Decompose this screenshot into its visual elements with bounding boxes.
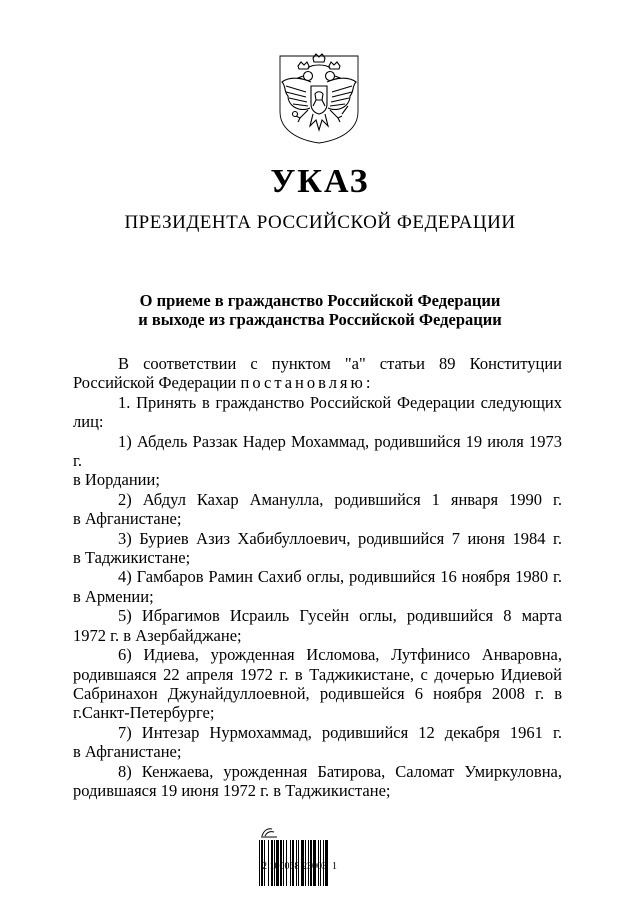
person-entry-first-line: 3) Буриев Азиз Хабибуллоевич, родившийся 7 июня 1984 г. [118, 528, 562, 548]
person-entry-first-line: 8) Кенжаева, урожденная Батирова, Саломат Умиркуловна, [118, 761, 562, 781]
coat-of-arms-emblem [278, 52, 360, 144]
item-1-first-line: 1. Принять в гражданство Российской Федерации следующих [118, 392, 562, 412]
person-entry-first-line: 6) Идиева, урожденная Исломова, Лутфинисо Анваровна, [118, 645, 562, 665]
intro-first-line: В соответствии с пунктом "а" статьи 89 Конституции [118, 354, 562, 373]
intro-rest-text: Российской Федерации [73, 373, 241, 393]
person-entry-rest: родившаяся 22 апреля 1972 г. в Таджикистане, с дочерью Идиевой Сабринахон Джунайдуллоевной, родившейся 6 ноября 2008 г. в г.Санкт-Петербурге; [73, 664, 562, 723]
person-entry-8 [73, 762, 562, 801]
person-entry-rest: родившаяся 19 июня 1972 г. в Таджикистане; [73, 780, 391, 800]
person-entry-first-line: 5) Ибрагимов Исраиль Гусейн оглы, родившийся 8 марта [118, 606, 562, 626]
person-entry-first-line: 1) Абдель Раззак Надер Мохаммад, родившийся 19 июля 1973 г. [73, 431, 562, 471]
person-entry-3 [73, 529, 562, 568]
person-entry-first-line: 2) Абдул Кахар Аманулла, родившийся 1 января 1990 г. [118, 489, 562, 509]
person-entry-rest: в Таджикистане; [73, 548, 191, 568]
person-entry-6 [73, 645, 562, 723]
person-entry-rest: в Афганистане; [73, 509, 182, 529]
item-1-paragraph [73, 393, 562, 432]
item-1-rest: лиц: [73, 412, 104, 432]
resolution-word: постановляю: [240, 373, 374, 393]
person-entry-first-line: 7) Интезар Нурмохаммад, родившийся 12 декабря 1961 г. [118, 722, 562, 742]
person-entry-rest: 1972 г. в Азербайджане; [73, 625, 242, 645]
heading-line-2: и выходе из гражданства Российской Федерации [138, 310, 502, 329]
person-entry-first-line: 4) Гамбаров Рамин Сахиб оглы, родившийся 16 ноября 1980 г. [118, 567, 562, 587]
barcode-number: 2 100068 23003 1 [262, 861, 337, 872]
person-entry-1 [73, 432, 562, 490]
barcode-logo-icon [260, 826, 278, 838]
person-entry-rest: в Иордании; [73, 470, 160, 490]
intro-rest [73, 373, 562, 392]
intro-paragraph [73, 354, 562, 393]
person-entry-rest: в Армении; [73, 586, 154, 606]
decree-heading [0, 291, 640, 329]
heading-line-1: О приеме в гражданство Российской Федерации [139, 291, 501, 310]
decree-body [73, 354, 562, 800]
person-entry-7 [73, 723, 562, 762]
person-entry-rest: в Афганистане; [73, 742, 182, 762]
person-entry-2 [73, 490, 562, 529]
document-subtitle: ПРЕЗИДЕНТА РОССИЙСКОЙ ФЕДЕРАЦИИ [124, 212, 516, 233]
person-entry-5 [73, 606, 562, 645]
document-title: УКАЗ [270, 163, 370, 200]
person-entry-4 [73, 567, 562, 606]
